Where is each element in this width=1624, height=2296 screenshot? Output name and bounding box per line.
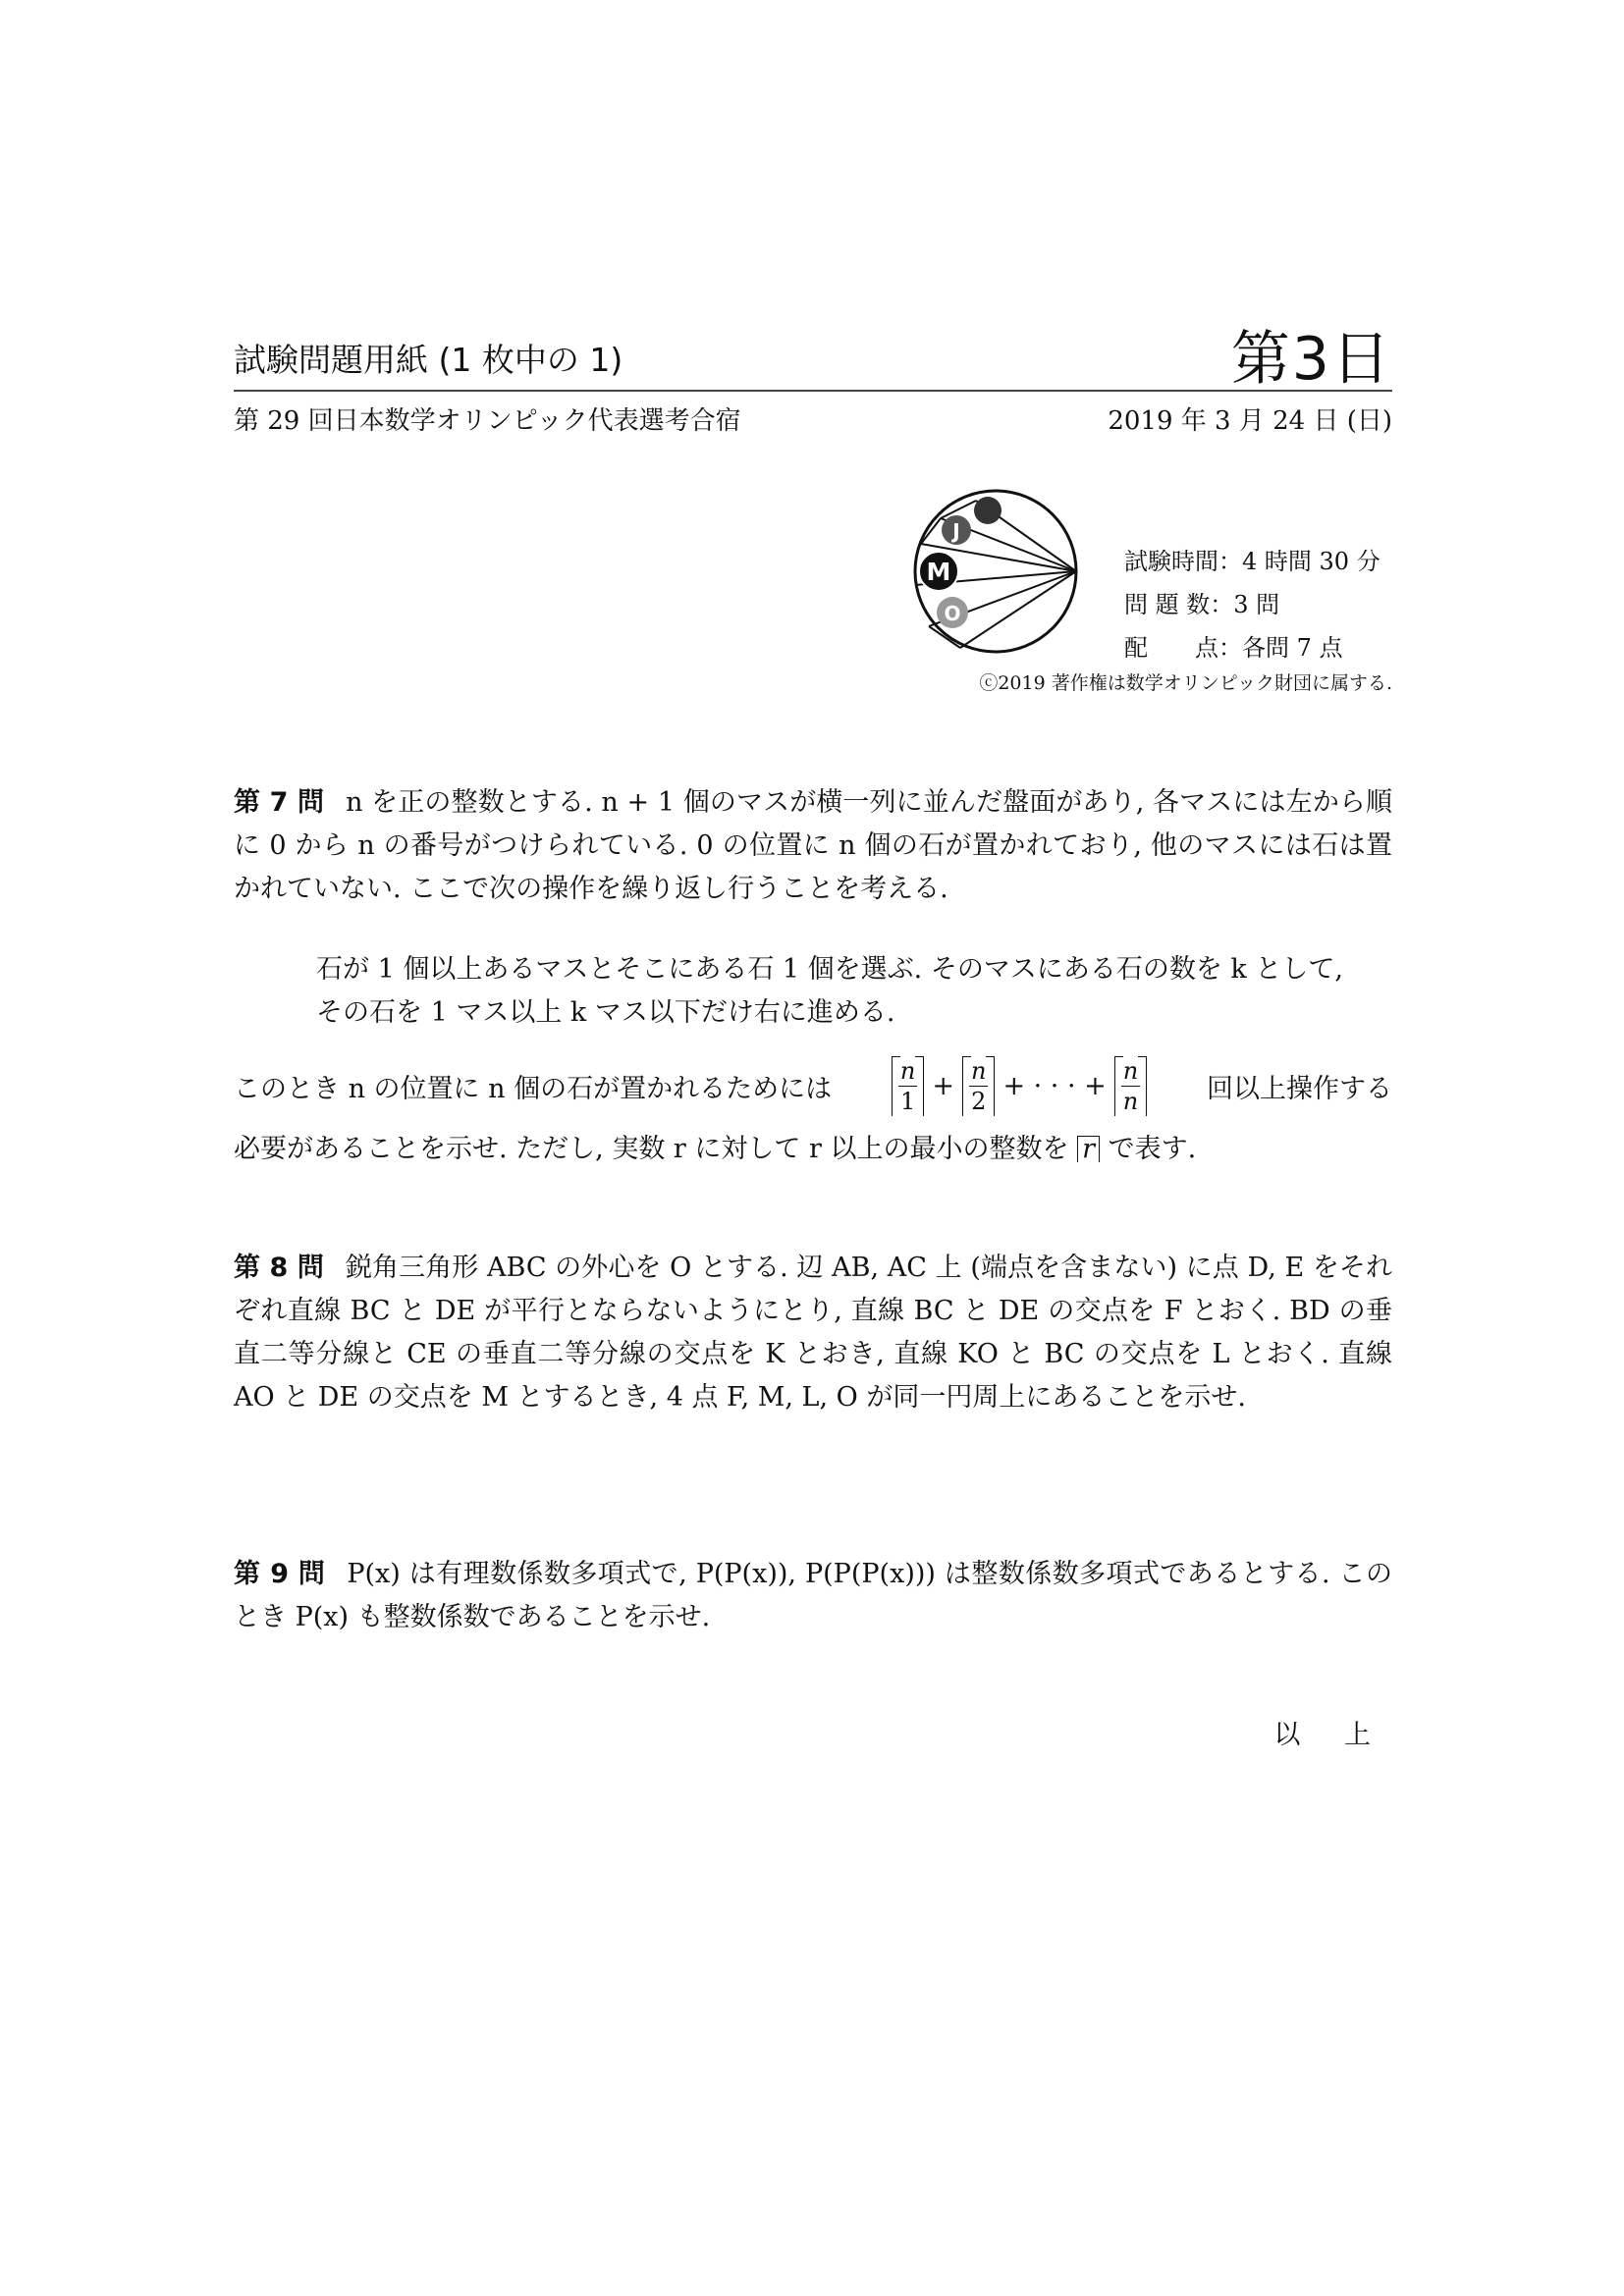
event-name: 第 29 回日本数学オリンピック代表選考合宿 [234,406,741,436]
end-mark: 以 上 [1273,1720,1388,1750]
frac-num-n: n [1122,1057,1139,1085]
problem-8 [234,1247,1392,1419]
ceil-term-2 [962,1056,995,1116]
exam-time: 試験時間：4 時間 30 分 [1124,548,1380,575]
problem-7-conclusion-line [234,1056,1392,1116]
problem-9-label: 第 9 問 [234,1559,326,1589]
logo-j-letter: J [952,519,960,543]
logo-o-letter: O [944,602,961,625]
frac-den-n: n [1122,1088,1139,1115]
frac-num-2: n [970,1057,987,1085]
problem-7 [234,781,1392,911]
problem-7-line4a: 必要があることを示せ. ただし, 実数 r に対して r 以上の最小の整数を [234,1134,1069,1164]
ceiling-sum [884,1056,1155,1116]
problem-7-intro: n を正の整数とする. n + 1 個のマスが横一列に並んだ盤面があり, 各マスには左から順に 0 から n の番号がつけられている. 0 の位置に n 個の石が置かれており, 他のマスには石は置かれていない. ここで次の操作を繰り返し行うことを考える. [234,787,1392,904]
problem-7-label: 第 7 問 [234,787,325,818]
points-info: 配 点：各問 7 点 [1124,634,1343,662]
frac-num-1: n [899,1057,916,1085]
plus-sign: + [932,1071,954,1101]
ceil-r: r [1077,1136,1100,1162]
problem-7-operation-2: その石を 1 マス以上 k マス以下だけ右に進める. [316,997,895,1028]
ceil-term-1 [892,1056,924,1116]
problem-7-operation-1: 石が 1 個以上あるマスとそこにある石 1 個を選ぶ. そのマスにある石の数を k として, [316,954,1343,985]
problem-9 [234,1553,1392,1639]
day-label: 第3日 [1230,325,1392,394]
problem-7-line3a: このとき n の位置に n 個の石が置かれるためには [234,1074,833,1104]
plus-dots: + · · · + [1002,1071,1107,1101]
problem-9-text: P(x) は有理数係数多項式で, P(P(x)), P(P(P(x))) は整数係数多項式であるとする. このとき P(x) も整数係数であることを示せ. [234,1559,1392,1632]
jmo-logo [911,487,1080,656]
frac-den-2: 2 [971,1088,987,1115]
exam-date: 2019 年 3 月 24 日 (日) [1108,406,1392,436]
header-rule [234,390,1392,392]
problem-7-line4b: で表す. [1108,1134,1197,1164]
page-title: 試験問題用紙 (1 枚中の 1) [234,341,623,379]
logo-m-letter: M [926,558,951,586]
copyright-notice: ⓒ2019 著作権は数学オリンピック財団に属する. [979,672,1392,694]
ceil-term-n [1114,1056,1147,1116]
problem-8-text: 鋭角三角形 ABC の外心を O とする. 辺 AB, AC 上 (端点を含まない) に点 D, E をそれぞれ直線 BC と DE が平行とならないようにとり, 直線 BC と DE の交点を F とおく. BD の垂直二等分線と CE の垂直二等分線の交点を K とおき, 直線 KO と BC の交点を L とおく. 直線 AO と DE の交点を M とするとき, 4 点 F, M, L, O が同一円周上にあることを示せ. [234,1253,1392,1413]
problem-8-label: 第 8 問 [234,1253,324,1283]
problem-count: 問 題 数：3 問 [1124,591,1280,618]
frac-den-1: 1 [899,1088,916,1115]
problem-7-line4 [234,1127,1196,1165]
problem-7-line3b: 回以上操作する [1207,1074,1392,1104]
logo-dot [974,497,1001,524]
